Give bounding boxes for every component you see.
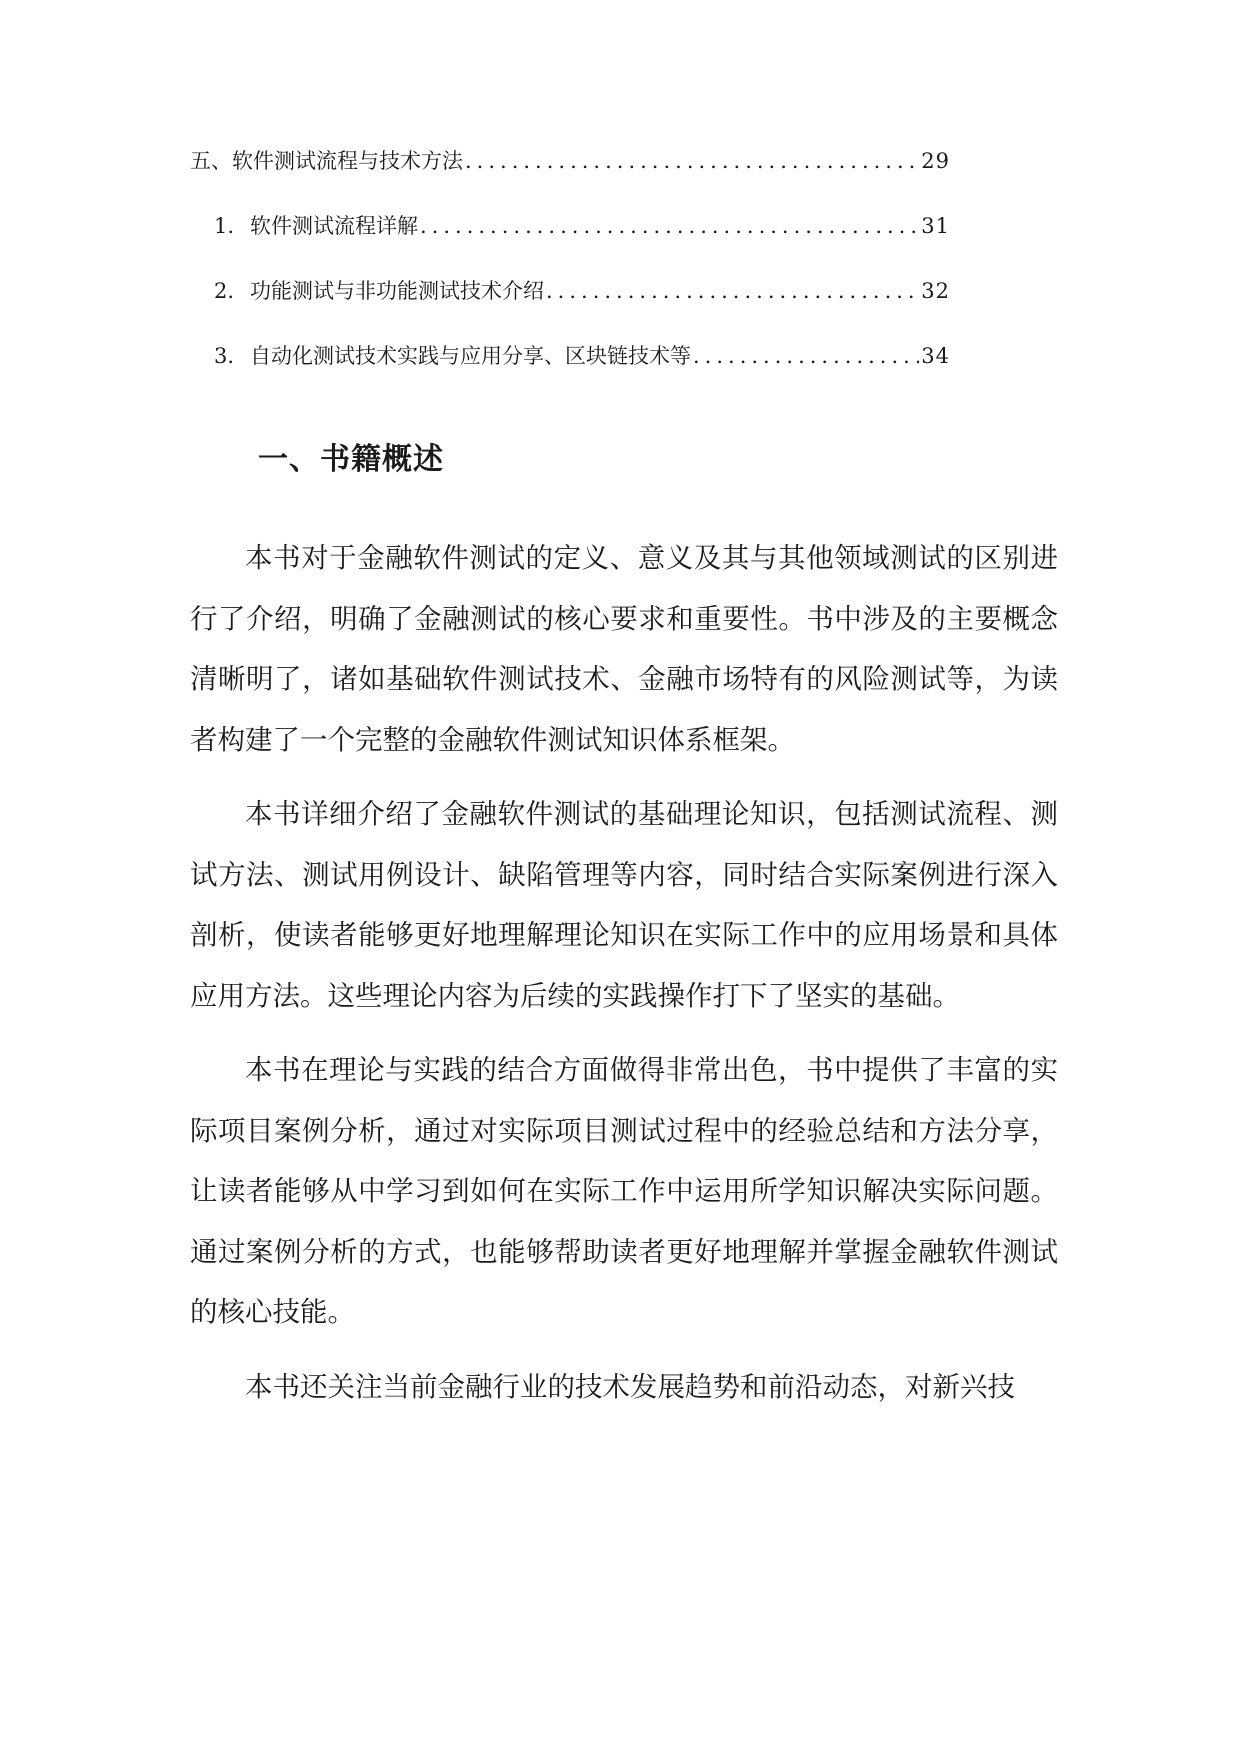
- toc-entry-title: 软件测试流程详解: [250, 214, 418, 238]
- toc-leader-dots: [546, 280, 919, 302]
- toc-entry-title: 自动化测试技术实践与应用分享、区块链技术等: [250, 344, 691, 368]
- paragraph-4: 本书还关注当前金融行业的技术发展趋势和前沿动态，对新兴技: [245, 1370, 1015, 1403]
- toc-page-number: 34: [921, 344, 950, 368]
- toc-item-1[interactable]: [190, 215, 950, 237]
- toc-page-number: 31: [921, 214, 950, 238]
- toc-leader-dots: [420, 215, 919, 237]
- toc-item-2[interactable]: [190, 280, 950, 302]
- table-of-contents: [190, 150, 950, 410]
- body-text: [190, 528, 1058, 1431]
- toc-page-number: 29: [921, 149, 950, 173]
- toc-entry-title: 五、软件测试流程与技术方法: [190, 149, 463, 173]
- toc-item-number: 2.: [214, 279, 235, 303]
- toc-page-number: 32: [921, 279, 950, 303]
- paragraph-1: 本书对于金融软件测试的定义、意义及其与其他领域测试的区别进行了介绍，明确了金融测试的核心要求和重要性。书中涉及的主要概念清晰明了，诸如基础软件测试技术、金融市场特有的风险测试等，为读者构建了一个完整的金融软件测试知识体系框架。: [190, 542, 1058, 756]
- toc-leader-dots: [465, 150, 919, 172]
- toc-leader-dots: [693, 345, 919, 367]
- toc-item-3[interactable]: [190, 345, 950, 367]
- toc-entry-title: 功能测试与非功能测试技术介绍: [250, 279, 544, 303]
- toc-item-number: 1.: [214, 214, 235, 238]
- paragraph-2: 本书详细介绍了金融软件测试的基础理论知识，包括测试流程、测试方法、测试用例设计、缺陷管理等内容，同时结合实际案例进行深入剖析，使读者能够更好地理解理论知识在实际工作中的应用场景和具体应用方法。这些理论内容为后续的实践操作打下了坚实的基础。: [190, 798, 1058, 1012]
- toc-item-number: 3.: [214, 344, 235, 368]
- section-heading: 一、书籍概述: [258, 442, 444, 477]
- toc-section-entry[interactable]: [190, 150, 950, 172]
- paragraph-3: 本书在理论与实践的结合方面做得非常出色，书中提供了丰富的实际项目案例分析，通过对实际项目测试过程中的经验总结和方法分享，让读者能够从中学习到如何在实际工作中运用所学知识解决实际问题。通过案例分析的方式，也能够帮助读者更好地理解并掌握金融软件测试的核心技能。: [190, 1054, 1058, 1328]
